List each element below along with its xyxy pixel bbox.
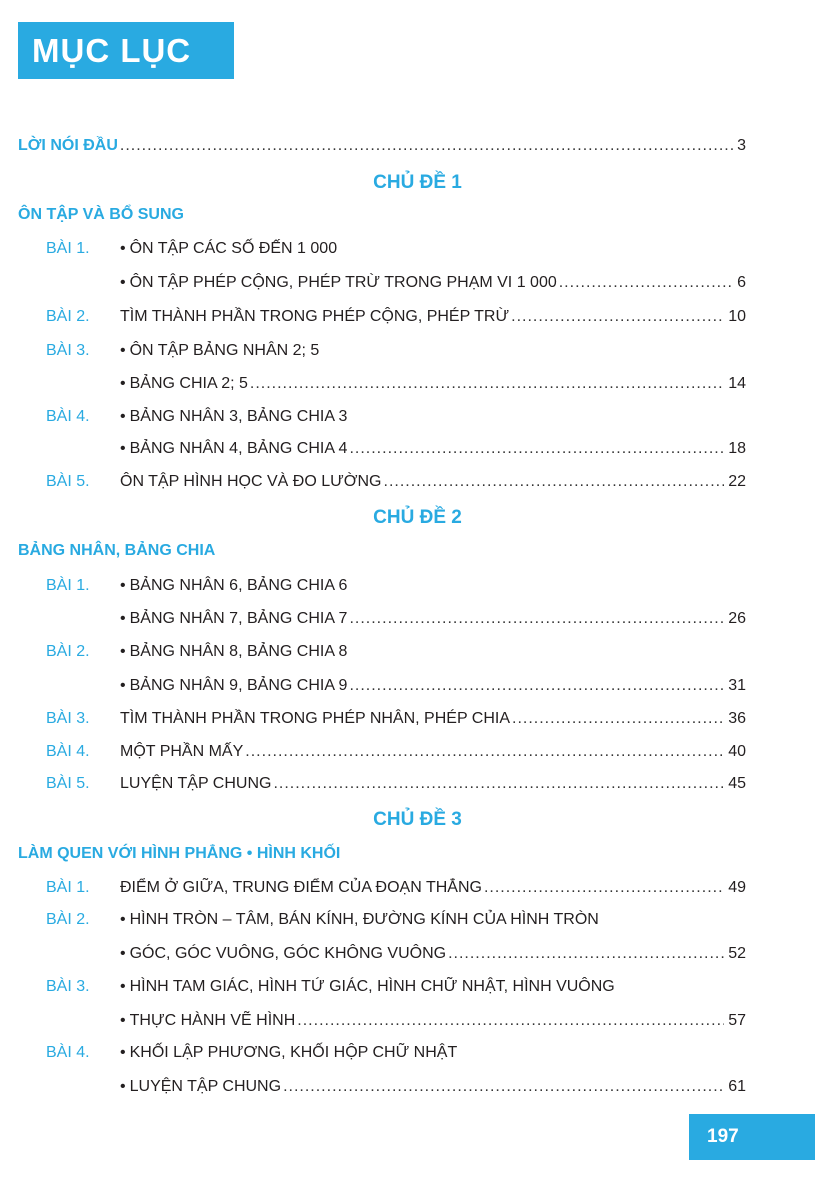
- page-ref: 3: [737, 137, 746, 154]
- lesson-label: BÀI 3.: [46, 710, 90, 727]
- bullet: •: [120, 1044, 126, 1061]
- bullet: •: [120, 342, 126, 359]
- page-ref: 31: [728, 677, 746, 694]
- toc-entry[interactable]: LUYỆN TẬP CHUNG ..... 45: [120, 773, 746, 795]
- leader-dots: [250, 373, 724, 395]
- lesson-label: BÀI 4.: [46, 1044, 90, 1061]
- toc-entry-intro[interactable]: [18, 135, 746, 157]
- toc-entry[interactable]: ÔN TẬP HÌNH HỌC VÀ ĐO LƯỜNG ..... 22: [120, 471, 746, 493]
- toc-entry[interactable]: TÌM THÀNH PHẦN TRONG PHÉP NHÂN, PHÉP CHIA ..... 36: [120, 708, 746, 730]
- bullet: •: [120, 978, 126, 995]
- lesson-label: BÀI 2.: [46, 911, 90, 928]
- leader-dots: [448, 943, 724, 965]
- page-ref: 36: [728, 710, 746, 727]
- page-ref: 49: [728, 879, 746, 896]
- leader-dots: [283, 1076, 724, 1098]
- leader-dots: [384, 471, 725, 493]
- toc-entry[interactable]: • BẢNG NHÂN 4, BẢNG CHIA 4 ..... 18: [120, 438, 746, 460]
- toc-entry-line[interactable]: • KHỐI LẬP PHƯƠNG, KHỐI HỘP CHỮ NHẬT: [120, 1042, 457, 1064]
- leader-dots: [349, 438, 724, 460]
- toc-entry-line[interactable]: • BẢNG NHÂN 6, BẢNG CHIA 6: [120, 575, 347, 597]
- topic-name: ÔN TẬP VÀ BỔ SUNG: [18, 206, 184, 223]
- bullet: •: [120, 274, 126, 291]
- bullet: •: [120, 643, 126, 660]
- page-ref: 18: [728, 440, 746, 457]
- leader-dots: [511, 306, 724, 328]
- bullet: •: [120, 577, 126, 594]
- topic-name: LÀM QUEN VỚI HÌNH PHẲNG • HÌNH KHỐI: [18, 845, 341, 862]
- page-ref: 14: [728, 375, 746, 392]
- toc-entry-line[interactable]: • BẢNG NHÂN 3, BẢNG CHIA 3: [120, 406, 347, 428]
- toc-entry[interactable]: TÌM THÀNH PHẦN TRONG PHÉP CỘNG, PHÉP TRỪ ..... 10: [120, 306, 746, 328]
- bullet: •: [120, 677, 126, 694]
- toc-entry-line[interactable]: • HÌNH TRÒN – TÂM, BÁN KÍNH, ĐƯỜNG KÍNH CỦA HÌNH TRÒN: [120, 909, 599, 931]
- page-ref: 52: [728, 945, 746, 962]
- toc-entry-line[interactable]: • BẢNG NHÂN 8, BẢNG CHIA 8: [120, 641, 347, 663]
- leader-dots: [484, 877, 724, 899]
- bullet: •: [120, 945, 126, 962]
- page-ref: 10: [728, 308, 746, 325]
- intro-label: LỜI NÓI ĐẦU: [18, 137, 118, 154]
- bullet: •: [120, 375, 126, 392]
- bullet: •: [120, 240, 126, 257]
- toc-entry[interactable]: • BẢNG NHÂN 7, BẢNG CHIA 7 ..... 26: [120, 608, 746, 630]
- lesson-label: BÀI 5.: [46, 473, 90, 490]
- page-ref: 57: [728, 1012, 746, 1029]
- lesson-label: BÀI 3.: [46, 342, 90, 359]
- bullet: •: [120, 1012, 126, 1029]
- topic-heading: CHỦ ĐỀ 2: [373, 507, 462, 528]
- leader-dots: [245, 741, 724, 763]
- page-ref: 45: [728, 775, 746, 792]
- toc-entry[interactable]: • BẢNG NHÂN 9, BẢNG CHIA 9 ..... 31: [120, 675, 746, 697]
- lesson-label: BÀI 4.: [46, 408, 90, 425]
- topic-name: BẢNG NHÂN, BẢNG CHIA: [18, 542, 216, 559]
- toc-entry[interactable]: MỘT PHẦN MẤY ..... 40: [120, 741, 746, 763]
- leader-dots: [273, 773, 724, 795]
- bullet: •: [120, 610, 126, 627]
- leader-dots: [349, 675, 724, 697]
- toc-entry-line[interactable]: • ÔN TẬP BẢNG NHÂN 2; 5: [120, 340, 319, 362]
- lesson-label: BÀI 1.: [46, 879, 90, 896]
- toc-entry[interactable]: ĐIỂM Ở GIỮA, TRUNG ĐIỂM CỦA ĐOẠN THẲNG ..... 49: [120, 877, 746, 899]
- bullet: •: [120, 911, 126, 928]
- page-ref: 6: [737, 274, 746, 291]
- toc-entry-line[interactable]: • HÌNH TAM GIÁC, HÌNH TỨ GIÁC, HÌNH CHỮ NHẬT, HÌNH VUÔNG: [120, 976, 615, 998]
- toc-entry[interactable]: • GÓC, GÓC VUÔNG, GÓC KHÔNG VUÔNG ..... 52: [120, 943, 746, 965]
- page-ref: 61: [728, 1078, 746, 1095]
- page-ref: 40: [728, 743, 746, 760]
- bullet: •: [120, 440, 126, 457]
- lesson-label: BÀI 1.: [46, 577, 90, 594]
- leader-dots: [349, 608, 724, 630]
- toc-entry[interactable]: • BẢNG CHIA 2; 5 ..... 14: [120, 373, 746, 395]
- topic-heading: CHỦ ĐỀ 1: [373, 172, 462, 193]
- page-number: 197: [689, 1114, 815, 1160]
- bullet: •: [120, 408, 126, 425]
- leader-dots: [512, 708, 724, 730]
- lesson-label: BÀI 4.: [46, 743, 90, 760]
- bullet: •: [120, 1078, 126, 1095]
- lesson-label: BÀI 2.: [46, 308, 90, 325]
- lesson-label: BÀI 1.: [46, 240, 90, 257]
- lesson-label: BÀI 3.: [46, 978, 90, 995]
- leader-dots: [559, 272, 733, 294]
- lesson-label: BÀI 5.: [46, 775, 90, 792]
- leader-dots: [120, 135, 733, 157]
- page-ref: 26: [728, 610, 746, 627]
- toc-entry-line[interactable]: • ÔN TẬP CÁC SỐ ĐẾN 1 000: [120, 238, 337, 260]
- toc-entry[interactable]: • LUYỆN TẬP CHUNG ..... 61: [120, 1076, 746, 1098]
- page-ref: 22: [728, 473, 746, 490]
- topic-heading: CHỦ ĐỀ 3: [373, 809, 462, 830]
- toc-entry[interactable]: • THỰC HÀNH VẼ HÌNH ..... 57: [120, 1010, 746, 1032]
- lesson-label: BÀI 2.: [46, 643, 90, 660]
- leader-dots: [297, 1010, 724, 1032]
- toc-entry[interactable]: • ÔN TẬP PHÉP CỘNG, PHÉP TRỪ TRONG PHẠM VI 1 000 ..... 6: [120, 272, 746, 294]
- page-title: MỤC LỤC: [18, 22, 234, 79]
